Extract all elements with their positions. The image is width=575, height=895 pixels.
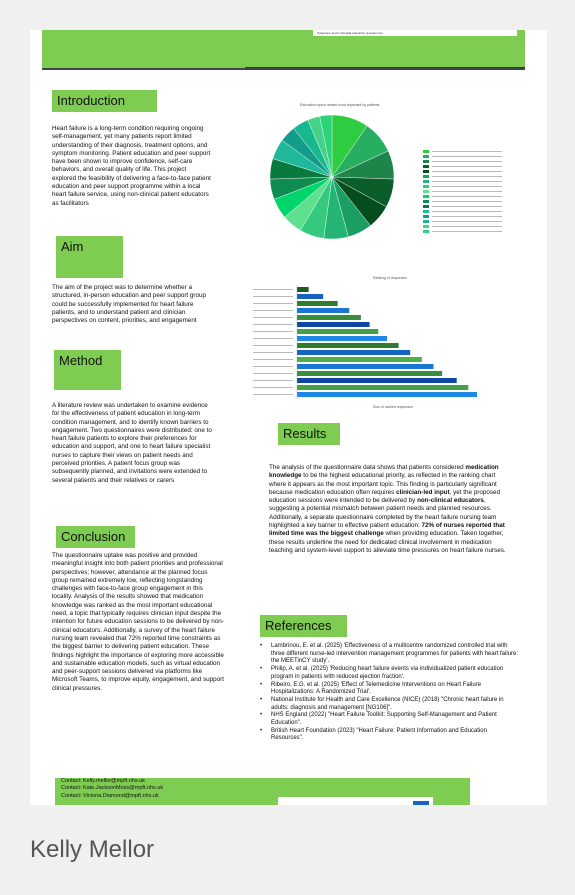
legend-swatch xyxy=(423,190,429,193)
legend-label-placeholder xyxy=(432,176,502,177)
bar xyxy=(297,364,433,369)
bar xyxy=(297,357,422,362)
pie-legend xyxy=(423,149,513,235)
method-text: A literature review was undertaken to examine evidence for the effectiveness of patient education in long-term condition management, and to identify known barriers to engagement. Two questionnaires were distributed: one to heart failure patients to explore their preferences for education and support, and one to heart failure specialist nurses to capture their views on patient needs and perceived priorities. A patient focus group was subsequently planned, and invitations were extended to several patients and their relatives or carers xyxy=(52,402,212,484)
legend-label-placeholder xyxy=(432,151,502,152)
legend-swatch xyxy=(423,175,429,178)
references-heading: References xyxy=(260,615,347,637)
results-text xyxy=(269,464,514,555)
legend-label-placeholder xyxy=(432,216,502,217)
contact-line: Contact: Kate.JacksonMoss@mpft.nhs.uk xyxy=(61,785,164,792)
aim-text: The aim of the project was to determine whether a structured, in-person education and peer support group could be successfully implemented for heart failure patients, and to understand patient and clinician perspectives on content, priorities, and engagement xyxy=(52,284,207,325)
bar-category-label-placeholder xyxy=(253,338,293,339)
legend-swatch xyxy=(423,195,429,198)
bar-category-label-placeholder xyxy=(253,310,293,311)
bar xyxy=(297,315,361,320)
legend-label-placeholder xyxy=(432,221,502,222)
bar-category-label-placeholder xyxy=(253,380,293,381)
bar-category-label-placeholder xyxy=(253,324,293,325)
bar xyxy=(297,336,387,341)
legend-label-placeholder xyxy=(432,166,502,167)
results-highlight: medication knowledge xyxy=(269,464,499,480)
results-text-part: , suggesting a potential mismatch between patient needs and planned resources. Additionally, a separate questionnaire completed by the heart failure nursing team highlighted a key barrier to effective patient education: xyxy=(269,497,497,530)
bar xyxy=(297,392,477,397)
logo-icon xyxy=(278,800,433,805)
reference-item: • Lambrinou, E. et al. (2025) 'Effectiveness of a multicentre randomized controlled trial with three different nurse-led intervention management programmes for patients with heart failure: the MEETinCY study'. xyxy=(260,643,520,666)
legend-label-placeholder xyxy=(432,161,502,162)
bar xyxy=(297,343,399,348)
legend-label-placeholder xyxy=(432,196,502,197)
legend-label-placeholder xyxy=(432,226,502,227)
legend-label-placeholder xyxy=(432,186,502,187)
pie-caption: Education topics ranked most important by patients xyxy=(300,103,380,107)
bar xyxy=(297,378,457,383)
contact-line: Contact: Kelly.mellor@mpft.nhs.uk xyxy=(61,778,146,784)
poster xyxy=(30,30,547,805)
legend-swatch xyxy=(423,150,429,153)
legend-swatch xyxy=(423,205,429,208)
legend-label-placeholder xyxy=(432,206,502,207)
legend-label-placeholder xyxy=(432,191,502,192)
legend-label-placeholder xyxy=(432,156,502,157)
legend-swatch xyxy=(423,165,429,168)
references-list xyxy=(260,643,520,743)
bar-category-label-placeholder xyxy=(253,387,293,388)
bar-category-label-placeholder xyxy=(253,296,293,297)
results-text-part: , yet the proposed education sessions were intended to be delivered by xyxy=(269,488,501,505)
bar xyxy=(297,385,468,390)
bar xyxy=(297,287,309,292)
results-text-part: The analysis of the questionnaire data shows that patients considered xyxy=(269,464,466,471)
legend-swatch xyxy=(423,220,429,223)
legend-label-placeholder xyxy=(432,231,502,232)
results-highlight: 72% of nurses reported that limited time was the biggest challenge xyxy=(269,522,505,538)
bar-category-label-placeholder xyxy=(253,373,293,374)
aim-heading: Aim xyxy=(56,236,123,278)
legend-label-placeholder xyxy=(432,171,502,172)
results-heading: Results xyxy=(278,423,340,445)
results-text-part: to be the highest educational priority, as reflected in the ranking chart where it appears as the most important topic. This finding is particularly significant because medication education often requires xyxy=(269,472,497,496)
results-highlight: non-clinical educators xyxy=(417,497,484,505)
bar-category-label-placeholder xyxy=(253,289,293,290)
bar-category-label-placeholder xyxy=(253,366,293,367)
bar-category-label-placeholder xyxy=(253,345,293,346)
legend-label-placeholder xyxy=(432,181,502,182)
legend-swatch xyxy=(423,155,429,158)
reference-item: • Philip, A. et al. (2025) 'Reducing heart failure events via individualized patient education program in patients with reduced ejection fraction'. xyxy=(260,666,520,681)
reference-item: • Ribeiro, E.G. et al. (2025) 'Effect of Telemedicine Interventions on Heart Failure Hospitalizations: A Randomized Trial'. xyxy=(260,682,520,697)
pie-chart xyxy=(262,112,402,242)
legend-swatch xyxy=(423,160,429,163)
pie-legend-item xyxy=(423,229,502,234)
top-note: Telephone and in-hospital education programmes xyxy=(313,30,517,36)
legend-swatch xyxy=(423,225,429,228)
legend-swatch xyxy=(423,215,429,218)
bar xyxy=(297,322,370,327)
bar xyxy=(297,308,349,313)
author-name: Kelly Mellor xyxy=(30,836,155,863)
legend-label-placeholder xyxy=(432,201,502,202)
intro-heading: Introduction xyxy=(52,90,157,112)
legend-swatch xyxy=(423,230,429,233)
bar xyxy=(297,294,323,299)
bar-category-label-placeholder xyxy=(253,394,293,395)
reference-item: • National Institute for Health and Care Excellence (NICE) (2018) "Chronic heart failure in adults: diagnosis and management [NG106]". xyxy=(260,697,520,712)
intro-text: Heart failure is a long-term condition requiring ongoing self-management, yet many patients report limited understanding of their diagnosis, treatment options, and symptom monitoring. Patient education and peer support have been shown to improve confidence, self-care behaviors, and overall quality of life. This project explored the feasibility of delivering a face-to-face patient education and peer support programme within a local heart failure service, using non-clinical patient educators as facilitators xyxy=(52,125,211,207)
legend-swatch xyxy=(423,170,429,173)
method-heading: Method xyxy=(54,350,121,390)
bar-category-label-placeholder xyxy=(253,331,293,332)
reference-item: • NHS England (2022) "Heart Failure Toolkit: Supporting Self-Management and Patient Education". xyxy=(260,712,520,727)
top-divider xyxy=(245,67,525,68)
contact-line: Contact: Victoria.Diamond@mpft.nhs.uk xyxy=(61,792,159,799)
top-banner xyxy=(42,30,525,70)
bar-chart xyxy=(245,281,495,406)
bar-caption: Ranking of responses xyxy=(373,276,407,280)
bar-category-label-placeholder xyxy=(253,359,293,360)
results-highlight: clinician-led input xyxy=(396,488,450,496)
bar xyxy=(297,371,442,376)
bar xyxy=(297,301,338,306)
bar xyxy=(297,329,378,334)
bar-category-label-placeholder xyxy=(253,352,293,353)
legend-label-placeholder xyxy=(432,211,502,212)
conclusion-heading: Conclusion xyxy=(56,526,135,548)
bar xyxy=(297,350,410,355)
legend-swatch xyxy=(423,180,429,183)
bar-category-label-placeholder xyxy=(253,303,293,304)
legend-swatch xyxy=(423,185,429,188)
bar-category-label-placeholder xyxy=(253,317,293,318)
conclusion-text: The questionnaire uptake was positive and provided meaningful insight into both patient priorities and professional perspectives; however, attendance at the planned focus group remained extremely low, reflecting longstanding challenges with face-to-face group engagement in this locality. Analysis of the results showed that medication knowledge was ranked as the most important educational need, a topic that typically requires clinician input despite the intention for future education sessions to be delivered by non-clinical educators. Additionally, a survey of the heart failure nursing team revealed that 72% reported time constraints as the biggest barrier to delivering patient education. These findings highlight the importance of exploring more accessible and sustainable education models, such as virtual education and peer-support sessions delivered via platforms like Microsoft Teams, to improve equity, engagement, and support clinical pressures. xyxy=(52,552,224,692)
reference-item: • British Heart Foundation (2023) "Heart Failure: Patient Information and Education Resources". xyxy=(260,728,520,743)
results-text-part: when providing education. Taken together, these results underline the need for dedicated clinical involvement in medication teaching and system-level support to alleviate time pressures on heart failure nurses. xyxy=(269,530,506,554)
bar-xlabel: Sum of ranked responses xyxy=(373,405,413,409)
logo-strip xyxy=(278,797,433,805)
legend-swatch xyxy=(423,200,429,203)
legend-swatch xyxy=(423,210,429,213)
